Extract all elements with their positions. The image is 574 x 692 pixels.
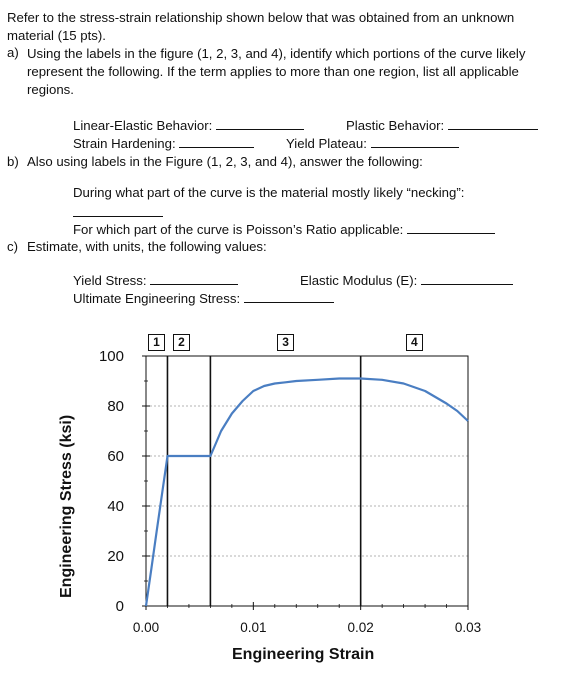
part-c-letter: c) <box>7 239 18 254</box>
part-a-line-3: regions. <box>27 82 74 97</box>
necking-answer-blank[interactable] <box>73 204 163 217</box>
x-axis-title: Engineering Strain <box>232 646 375 663</box>
necking-question: During what part of the curve is the material mostly likely “necking”: <box>73 185 465 200</box>
intro-text <box>7 9 567 45</box>
plastic-row <box>346 117 538 133</box>
part-a-line-2: represent the following. If the term applies to more than one region, list all applicable <box>27 64 519 79</box>
yield-plateau-answer-blank[interactable] <box>371 135 459 148</box>
linear-elastic-label: Linear-Elastic Behavior: <box>73 118 213 133</box>
part-a-question <box>27 45 525 99</box>
part-b-question: Also using labels in the Figure (1, 2, 3, and 4), answer the following: <box>27 154 423 169</box>
part-a-letter: a) <box>7 45 19 60</box>
poisson-row <box>73 221 495 237</box>
yield-stress-answer-blank[interactable] <box>150 272 238 285</box>
linear-elastic-answer-blank[interactable] <box>216 117 304 130</box>
y-tick-label-4: 80 <box>107 398 124 415</box>
y-tick-label-1: 20 <box>107 548 124 565</box>
yield-plateau-label: Yield Plateau: <box>286 136 367 151</box>
yield-stress-row <box>73 272 238 288</box>
region-label-box-4: 4 <box>406 334 423 351</box>
part-a-line-1: Using the labels in the figure (1, 2, 3, and 4), identify which portions of the curve likely <box>27 46 526 61</box>
part-b-letter: b) <box>7 154 19 169</box>
plastic-label: Plastic Behavior: <box>346 118 445 133</box>
poisson-label: For which part of the curve is Poisson’s Ratio applicable: <box>73 222 404 237</box>
part-c-question: Estimate, with units, the following values: <box>27 239 267 254</box>
poisson-answer-blank[interactable] <box>407 221 495 234</box>
x-tick-label-3: 0.03 <box>454 620 482 635</box>
x-tick-label-0: 0.00 <box>132 620 160 635</box>
y-axis-title: Engineering Stress (ksi) <box>58 414 75 598</box>
linear-elastic-row <box>73 117 304 133</box>
ultimate-stress-label: Ultimate Engineering Stress: <box>73 291 241 306</box>
intro-line-2: material (15 pts). <box>7 28 106 43</box>
ultimate-stress-row <box>73 290 334 306</box>
elastic-modulus-label: Elastic Modulus (E): <box>300 273 418 288</box>
strain-hardening-label: Strain Hardening: <box>73 136 176 151</box>
plastic-answer-blank[interactable] <box>448 117 538 130</box>
elastic-modulus-row <box>300 272 513 288</box>
strain-hardening-row <box>73 135 254 151</box>
yield-stress-label: Yield Stress: <box>73 273 147 288</box>
y-tick-label-2: 40 <box>107 498 124 515</box>
plot-frame <box>146 356 468 606</box>
region-label-box-2: 2 <box>173 334 190 351</box>
yield-plateau-row <box>286 135 459 151</box>
y-tick-label-5: 100 <box>98 348 124 365</box>
stress-strain-curve <box>146 379 468 607</box>
y-tick-label-3: 60 <box>107 448 124 465</box>
x-tick-label-2: 0.02 <box>347 620 374 635</box>
region-label-box-3: 3 <box>277 334 294 351</box>
intro-line-1: Refer to the stress-strain relationship shown below that was obtained from an unknown <box>7 10 515 25</box>
necking-row <box>73 204 163 220</box>
x-tick-label-1: 0.01 <box>240 620 267 635</box>
elastic-modulus-answer-blank[interactable] <box>421 272 513 285</box>
y-tick-label-0: 0 <box>115 598 124 615</box>
region-label-box-1: 1 <box>148 334 165 351</box>
ultimate-stress-answer-blank[interactable] <box>244 290 334 303</box>
strain-hardening-answer-blank[interactable] <box>179 135 254 148</box>
